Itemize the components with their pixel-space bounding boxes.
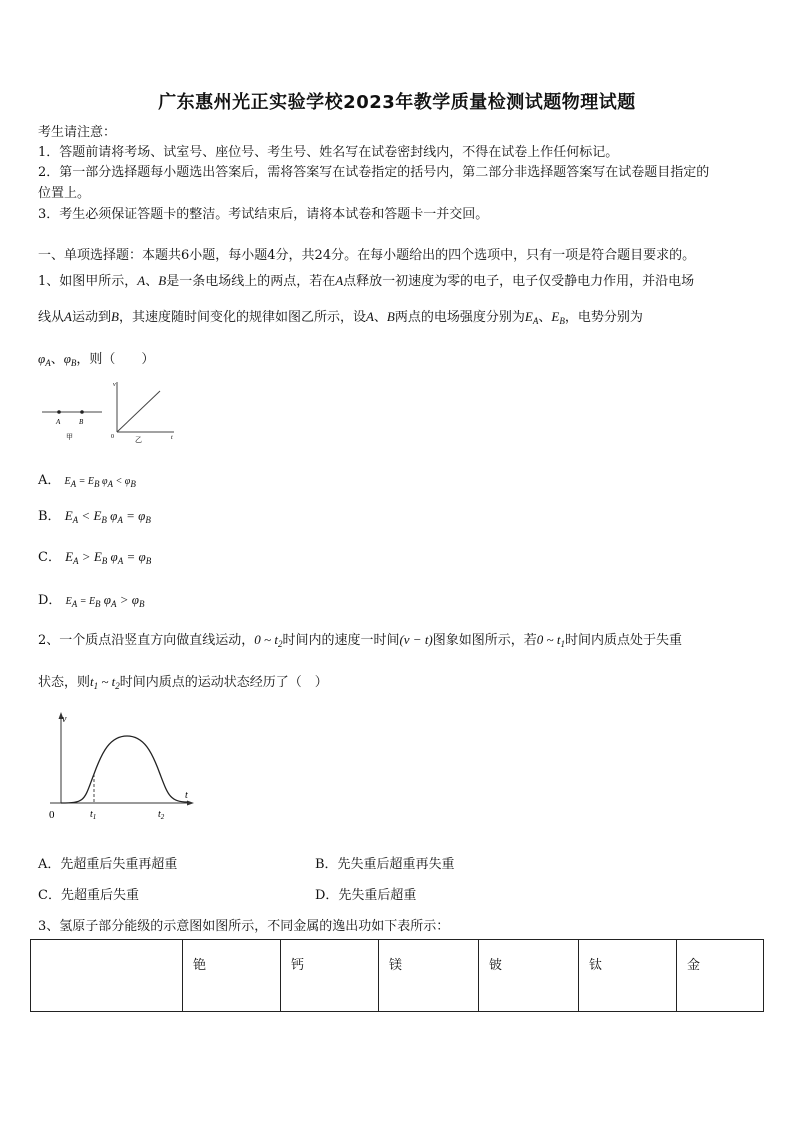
section-heading: 一、单项选择题：本题共6小题，每小题4分，共24分。在每小题给出的四个选项中，只有一项是符合题目要求的。: [38, 248, 696, 263]
q1-line-2: [38, 306, 643, 326]
q1-text: ，其速度随时间变化的规律如图乙所示，设: [118, 310, 366, 325]
q1-text: ，电势分别为: [564, 310, 643, 325]
notice-item-2-cont: 位置上。: [38, 186, 91, 201]
point-b-dot: [80, 410, 84, 414]
fig-label-origin: 0: [111, 434, 114, 440]
q1-point-a: A: [137, 273, 146, 288]
subscript-a: A: [532, 316, 539, 326]
q1-text: 点释放一初速度为零的电子，电子仅受静电力作用，并沿电场: [343, 274, 695, 289]
option-letter: C．: [38, 550, 61, 565]
notice-item-3: 3．考生必须保证答题卡的整洁。考试结束后，请将本试卷和答题卡一并交回。: [38, 207, 489, 222]
q1-sep: 、: [538, 310, 552, 325]
q1-option-a[interactable]: [38, 469, 136, 489]
q2-text: 图象如图所示，若: [432, 633, 537, 648]
q1-point-a: A: [64, 309, 72, 324]
option-letter: D．: [38, 593, 62, 608]
q1-ea: [525, 309, 538, 324]
q2-option-a[interactable]: A．先超重后失重再超重: [38, 857, 178, 872]
q1-text: 是一条电场线上的两点，若在: [166, 274, 336, 289]
q1-point-a: A: [365, 309, 374, 324]
symbol-phi: φ: [63, 351, 71, 366]
work-function-table: [30, 939, 764, 1012]
symbol-e: E: [524, 309, 533, 324]
q2-range-1: 0 ~ $t_2$: [254, 632, 283, 649]
q3-stem: 3、氢原子部分能级的示意图如图所示，不同金属的逸出功如下表所示：: [38, 919, 450, 934]
q1-option-c[interactable]: [38, 546, 151, 566]
q1-text: 两点的电场强度分别为: [394, 310, 525, 325]
q1-phi-b: [64, 351, 77, 366]
q1-eb: [551, 309, 564, 324]
q1-text: 运动到: [71, 310, 111, 325]
table-cell: 金: [677, 940, 764, 1012]
vt-line: [117, 391, 160, 432]
q2-range-2: 0 ~ $t_1$: [536, 632, 565, 649]
fig-label-b: B: [79, 418, 84, 426]
q1-text: 1、如图甲所示，: [38, 274, 138, 289]
symbol-phi: φ: [38, 351, 46, 366]
q2-text: 时间内质点处于失重: [564, 633, 682, 648]
fig-label-t2: $t_2$: [158, 809, 165, 821]
fig-label-origin: 0: [49, 809, 55, 821]
subscript-a: A: [45, 358, 51, 368]
q2-line-1: [38, 629, 682, 649]
option-formula: $E_A > E_B$ $\varphi_A = \varphi_B$: [65, 549, 152, 566]
q1-text: ，则（ ）: [76, 352, 155, 367]
q2-text: 时间内质点的运动状态经历了（ ）: [119, 675, 328, 690]
point-a-dot: [57, 410, 61, 414]
table-cell: 铯: [183, 940, 281, 1012]
q1-sep: 、: [50, 352, 64, 367]
q1-line-1: [38, 270, 694, 289]
q1-point-a: A: [335, 273, 344, 288]
table-cell: 铍: [479, 940, 579, 1012]
q1-text: 线从: [38, 310, 65, 325]
table-cell: [31, 940, 183, 1012]
fig-label-jia: 甲: [66, 433, 73, 441]
q1-option-d[interactable]: [38, 589, 144, 609]
fig-label-t1: $t_1$: [90, 809, 97, 821]
table-cell: 钛: [579, 940, 677, 1012]
option-letter: B．: [38, 509, 61, 524]
q2-option-d[interactable]: D．先失重后超重: [315, 888, 417, 903]
q1-sep: 、: [145, 274, 159, 289]
velocity-curve: [61, 736, 188, 803]
q1-point-b: B: [158, 273, 167, 288]
fig-label-v: v: [113, 382, 116, 388]
symbol-e: E: [551, 309, 560, 324]
q2-vt: (v − t): [399, 632, 433, 647]
option-formula: EA = EB $\varphi_A > \varphi_B$: [65, 592, 145, 609]
fig-label-t: t: [171, 435, 173, 441]
q1-option-b[interactable]: [38, 505, 151, 525]
page-title: 广东惠州光正实验学校2023年教学质量检测试题物理试题: [158, 92, 636, 113]
subscript-b: B: [559, 316, 565, 326]
q1-figure: [38, 376, 188, 446]
subscript-b: B: [70, 358, 77, 368]
option-formula: $E_A < E_B$ $\varphi_A = \varphi_B$: [64, 508, 151, 525]
q1-sep: 、: [373, 310, 387, 325]
table-row: [31, 940, 764, 1012]
q1-phi-a: [38, 351, 51, 366]
q1-point-b: B: [110, 309, 119, 324]
table-cell: 镁: [379, 940, 479, 1012]
fig-label-t: t: [185, 790, 188, 801]
notice-item-1: 1．答题前请将考场、试室号、座位号、考生号、姓名写在试卷密封线内，不得在试卷上作任何标记。: [38, 145, 619, 160]
q2-option-c[interactable]: C．先超重后失重: [38, 888, 139, 903]
option-letter: A．: [38, 473, 61, 488]
x-axis-arrow: [187, 801, 194, 806]
table-cell: 钙: [281, 940, 379, 1012]
notice-heading: 考生请注意：: [38, 125, 117, 140]
fig-label-a: A: [56, 418, 61, 426]
notice-item-2: 2．第一部分选择题每小题选出答案后，需将答案写在试卷指定的括号内，第二部分非选择题答案写在试卷题目指定的: [38, 165, 710, 180]
q2-figure: [44, 710, 204, 825]
option-formula: EA = EB φA < φB: [64, 476, 136, 489]
q2-text: 时间内的速度一时间: [282, 633, 400, 648]
q2-line-2: [38, 671, 328, 691]
q1-point-b: B: [386, 309, 395, 324]
q2-option-b[interactable]: B．先失重后超重再失重: [315, 857, 455, 872]
fig-label-v: v: [62, 714, 67, 725]
q2-range-3: $t_1$ ~ $t_2$: [90, 674, 120, 691]
q2-text: 状态，则: [38, 675, 91, 690]
q1-line-3: [38, 348, 154, 368]
fig-label-yi: 乙: [135, 436, 142, 444]
q2-text: 2、一个质点沿竖直方向做直线运动，: [38, 633, 255, 648]
